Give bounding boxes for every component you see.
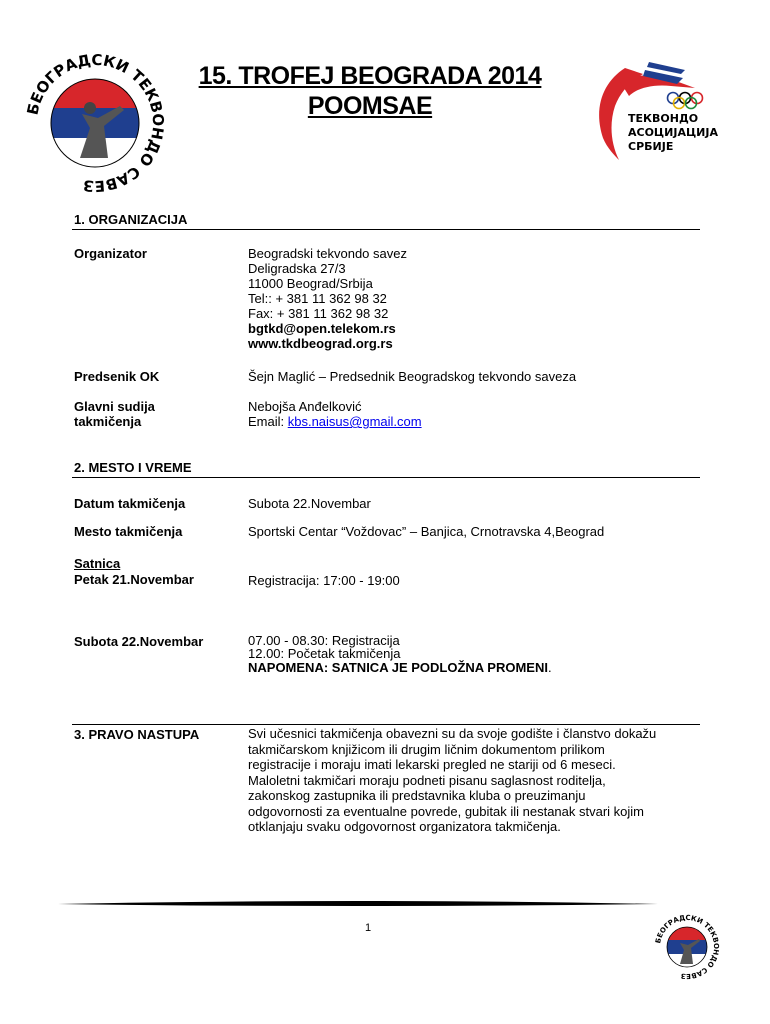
paragraph-line: registracije i moraju imati lekarski pregled ne stariji od 6 meseci. — [248, 757, 616, 772]
section-heading-mesto-i-vreme: 2. MESTO I VREME — [74, 460, 192, 475]
schedule-line: 07.00 - 08.30: Registracija — [248, 633, 400, 648]
organizator-email: bgtkd@open.telekom.rs — [248, 321, 396, 336]
svg-text:БЕОГРАДСКИ ТЕКВОНДО САВЕЗ: БЕОГРАДСКИ ТЕКВОНДО САВЕЗ — [23, 50, 168, 196]
section-divider — [72, 477, 700, 478]
page-number: 1 — [365, 922, 372, 934]
document-title-line2: POOMSAE — [307, 92, 433, 120]
predsednik-value: Šejn Maglić – Predsednik Beogradskog tekvondo saveza — [248, 369, 577, 384]
footer-line-icon — [58, 899, 658, 909]
datum-value: Subota 22.Novembar — [248, 496, 371, 511]
footer-savez-logo — [652, 912, 722, 982]
organizator-website: www.tkdbeograd.org.rs — [248, 336, 393, 351]
mesto-value: Sportski Centar “Voždovac” – Banjica, Crnotravska 4,Beograd — [248, 524, 605, 539]
logo-text-line3: СРБИЈЕ — [628, 140, 674, 153]
glavni-sudija-details — [248, 399, 422, 429]
glavni-sudija-label-line2: takmičenja — [74, 414, 142, 429]
satnica-label: Satnica — [74, 556, 121, 571]
savez-emblem-icon — [20, 48, 170, 198]
glavni-sudija-email-row — [248, 414, 422, 429]
document-title-line1: 15. TROFEJ BEOGRADA 2014 — [198, 62, 542, 90]
petak-value: Registracija: 17:00 - 19:00 — [248, 573, 400, 588]
paragraph-line: Svi učesnici takmičenja obavezni su da svoje godište i članstvo dokažu — [248, 726, 657, 741]
pravo-nastupa-paragraph — [248, 726, 698, 835]
paragraph-line: zakonskog zastupnika ili predstavnika kluba o preuzimanju — [248, 788, 586, 803]
section-heading-pravo-nastupa: 3. PRAVO NASTUPA — [74, 727, 200, 742]
organizator-line: Fax: + 381 11 362 98 32 — [248, 306, 389, 321]
schedule-line: 12.00: Početak takmičenja — [248, 646, 401, 661]
savez-emblem-small-icon — [652, 912, 722, 982]
subota-label: Subota 22.Novembar — [74, 634, 204, 649]
paragraph-line: otklanjaju svaku odgovornost organizatora takmičenja. — [248, 819, 561, 834]
organizator-line: Beogradski tekvondo savez — [248, 246, 407, 261]
subota-schedule — [248, 634, 552, 676]
organizator-line: 11000 Beograd/Srbija — [248, 276, 373, 291]
beogradski-tekvondo-savez-logo — [20, 48, 170, 198]
email-prefix: Email: — [248, 414, 288, 429]
paragraph-line: takmičarskom knjižicom ili drugim ličnim dokumentom prilikom — [248, 741, 605, 757]
logo-text-line2: АСОЦИЈАЦИЈА — [628, 126, 718, 139]
organizator-line: Deligradska 27/3 — [248, 261, 346, 276]
organizator-line: Tel:: + 381 11 362 98 32 — [248, 291, 387, 306]
svg-text:БЕОГРАДСКИ ТЕКВОНДО САВЕЗ: БЕОГРАДСКИ ТЕКВОНДО САВЕЗ — [654, 913, 721, 981]
glavni-sudija-label — [74, 399, 155, 429]
section-divider — [72, 229, 700, 230]
mesto-label: Mesto takmičenja — [74, 524, 183, 539]
datum-label: Datum takmičenja — [74, 496, 186, 511]
organizator-details — [248, 246, 407, 351]
footer-divider — [58, 896, 658, 914]
section-heading-organizacija: 1. ORGANIZACIJA — [74, 212, 188, 227]
glavni-sudija-name: Nebojša Anđelković — [248, 399, 362, 414]
petak-label: Petak 21.Novembar — [74, 572, 194, 587]
glavni-sudija-label-line1: Glavni sudija — [74, 399, 155, 414]
section-divider — [72, 724, 700, 725]
napomena-row — [248, 660, 552, 676]
paragraph-line: odgovornosti za eventualne povrede, gubitak ili nestanak stvari kojim — [248, 803, 645, 819]
tekvondo-asocijacija-srbije-logo — [585, 60, 745, 165]
paragraph-line: Maloletni takmičari moraju podneti pisanu saglasnost roditelja, — [248, 772, 606, 788]
glavni-sudija-email-link[interactable]: kbs.naisus@gmail.com — [287, 414, 422, 429]
logo-text-line1: ТЕКВОНДО — [628, 112, 699, 125]
napomena-period: . — [547, 660, 552, 675]
napomena-text: NAPOMENA: SATNICA JE PODLOŽNA PROMENI — [248, 660, 548, 675]
organizator-label: Organizator — [74, 246, 147, 261]
predsednik-label: Predsenik OK — [74, 369, 160, 384]
